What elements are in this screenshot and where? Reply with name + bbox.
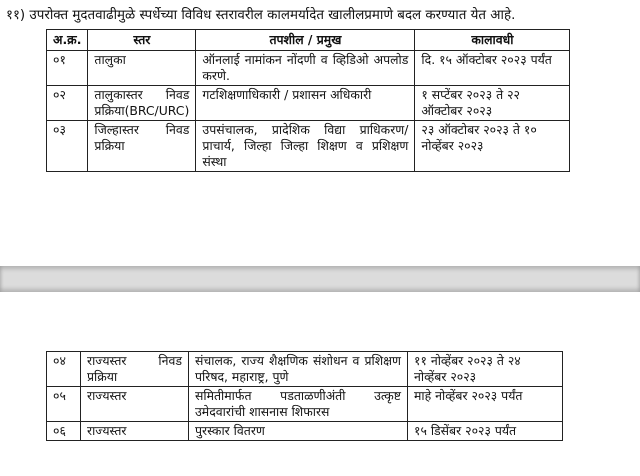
- cell-serial: ०५: [47, 387, 81, 422]
- cell-detail: पुरस्कार वितरण: [189, 422, 408, 441]
- cell-level: राज्यस्तर: [81, 422, 189, 441]
- schedule-table: [46, 29, 570, 172]
- table-row: [47, 121, 570, 172]
- table-row: [47, 352, 563, 387]
- header-level: स्तर: [88, 30, 196, 51]
- cell-serial: ०६: [47, 422, 81, 441]
- table-row: [47, 387, 563, 422]
- cell-level: तालुकास्तर निवड प्रक्रिया(BRC/URC): [88, 86, 196, 121]
- table-header-row: [47, 30, 570, 51]
- cell-level: राज्यस्तर: [81, 387, 189, 422]
- intro-paragraph: ११) उपरोक्त मुदतवाढीमुळे स्पर्धेच्या विविध स्तरावरील कालमर्यादेत खालीलप्रमाणे बदल करण्यात येत आहे.: [6, 8, 516, 23]
- table-row: [47, 51, 570, 86]
- cell-serial: ०१: [47, 51, 88, 86]
- table-row: [47, 422, 563, 441]
- table-row: [47, 86, 570, 121]
- cell-serial: ०२: [47, 86, 88, 121]
- cell-level: राज्यस्तर निवड प्रक्रिया: [81, 352, 189, 387]
- cell-period: माहे नोव्हेंबर २०२३ पर्यंत: [408, 387, 563, 422]
- cell-serial: ०३: [47, 121, 88, 172]
- cell-period: दि. १५ ऑक्टोबर २०२३ पर्यंत: [415, 51, 570, 86]
- schedule-table-continued: [46, 351, 563, 441]
- cell-level: तालुका: [88, 51, 196, 86]
- cell-serial: ०४: [47, 352, 81, 387]
- cell-detail: गटशिक्षणाधिकारी / प्रशासन अधिकारी: [196, 86, 415, 121]
- cell-period: २३ ऑक्टोबर २०२३ ते १० नोव्हेंबर २०२३: [415, 121, 570, 172]
- cell-detail: ऑनलाई नामांकन नोंदणी व व्हिडिओ अपलोड करणे.: [196, 51, 415, 86]
- cell-detail: उपसंचालक, प्रादेशिक विद्या प्राधिकरण/प्राचार्य, जिल्हा जिल्हा शिक्षण व प्रशिक्षण संस्था: [196, 121, 415, 172]
- cell-period: ११ नोव्हेंबर २०२३ ते २४ नोव्हेंबर २०२३: [408, 352, 563, 387]
- header-serial: अ.क्र.: [47, 30, 88, 51]
- cell-detail: समितीमार्फत पडताळणीअंती उत्कृष्ट उमेदवारांची शासनास शिफारस: [189, 387, 408, 422]
- cell-level: जिल्हास्तर निवड प्रक्रिया: [88, 121, 196, 172]
- header-period: कालावधी: [415, 30, 570, 51]
- page-break-gap: [0, 266, 640, 292]
- cell-period: १ सप्टेंबर २०२३ ते २२ ऑक्टोबर २०२३: [415, 86, 570, 121]
- cell-period: १५ डिसेंबर २०२३ पर्यंत: [408, 422, 563, 441]
- cell-detail: संचालक, राज्य शैक्षणिक संशोधन व प्रशिक्षण परिषद, महाराष्ट्र, पुणे: [189, 352, 408, 387]
- header-detail: तपशील / प्रमुख: [196, 30, 415, 51]
